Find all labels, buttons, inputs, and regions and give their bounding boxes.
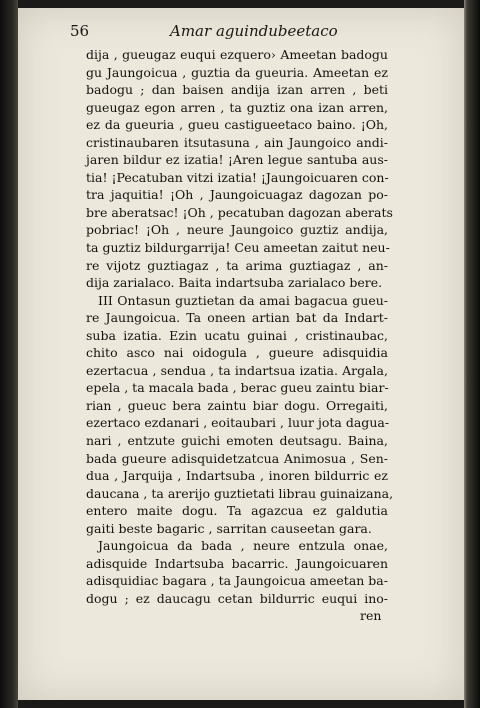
text-line: suba izatia. Ezin ucatu guinai , cristinaubac, bbox=[86, 327, 388, 343]
section-start-line: III Ontasun guztietan da amai bagacua gueu- bbox=[98, 292, 388, 308]
text-line: cristinaubaren itsutasuna , ain Jaungoico andi- bbox=[86, 134, 388, 150]
text-line: ta guztiz bildurgarrija! Ceu ameetan zaitut neu- bbox=[86, 240, 390, 256]
text-line: jaren bildur ez izatia! ¡Aren legue santuba aus- bbox=[86, 152, 388, 168]
text-line: tia! ¡Pecatuban vitzi izatia! ¡Jaungoicuaren con- bbox=[86, 169, 389, 185]
text-line: dija zarialaco. Baita indartsuba zarialaco bere. bbox=[86, 275, 383, 291]
text-line: adisquide Indartsuba bacarric. Jaungoicuaren bbox=[86, 555, 388, 571]
text-line: pobriac! ¡Oh , neure Jaungoico guztiz andija, bbox=[86, 222, 388, 238]
text-line: re Jaungoicua. Ta oneen artian bat da Indart- bbox=[86, 310, 388, 326]
text-line: dogu ; ez daucagu cetan bildurric euqui ino- bbox=[86, 590, 388, 606]
text-line: ezertacua , sendua , ta indartsua izatia. Argala, bbox=[86, 362, 388, 378]
text-line: chito asco nai oidogula , gueure adisquidia bbox=[86, 345, 388, 361]
text-line: dua , Jarquija , Indartsuba , inoren bildurric ez bbox=[86, 468, 388, 484]
text-line: daucana , ta arerijo guztietati librau guinaizana, bbox=[86, 485, 394, 501]
text-line: bada gueure adisquidetzatcua Animosua , Sen- bbox=[86, 450, 388, 466]
text-line: ez da gueuria , gueu castigueetaco baino. ¡Oh, bbox=[86, 117, 388, 133]
running-title: Amar aguindubeetaco bbox=[170, 22, 338, 40]
text-line: gaiti beste bagaric , sarritan causeetan gara. bbox=[86, 520, 372, 536]
text-line: entero maite dogu. Ta agazcua ez galdutia bbox=[86, 503, 388, 519]
text-line: ezertaco ezdanari , eoitaubari , luur jota dagua- bbox=[86, 415, 390, 431]
body-text bbox=[86, 46, 394, 608]
text-line: rian , gueuc bera zaintu biar dogu. Orregaiti, bbox=[86, 397, 388, 413]
book-edge bbox=[464, 0, 480, 708]
paragraph-start-line: Jaungoicua da bada , neure entzula onae, bbox=[98, 538, 388, 554]
text-line: gueugaz egon arren , ta guztiz ona izan arren, bbox=[86, 99, 388, 115]
text-line: re vijotz guztiagaz , ta arima guztiagaz , an- bbox=[86, 257, 388, 273]
text-line: adisquidiac bagara , ta Jaungoicua ameetan ba- bbox=[86, 573, 388, 589]
text-line: dija , gueugaz euqui ezquero› Ameetan badogu bbox=[86, 47, 388, 62]
text-line: bre aberatsac! ¡Oh , pecatuban dagozan aberats bbox=[86, 204, 393, 220]
book-gutter bbox=[0, 0, 18, 708]
text-line: epela , ta macala bada , berac gueu zaintu biar- bbox=[86, 380, 389, 396]
text-line: nari , entzute guichi emoten deutsagu. Baina, bbox=[86, 433, 388, 449]
page-number: 56 bbox=[70, 22, 90, 40]
catchword: ren bbox=[360, 608, 382, 623]
text-line: tra jaquitia! ¡Oh , Jaungoicuagaz dagozan po- bbox=[86, 187, 388, 203]
text-line: gu Jaungoicua , guztia da gueuria. Ameetan ez bbox=[86, 64, 388, 80]
text-line: badogu ; dan baisen andija izan arren , beti bbox=[86, 82, 388, 98]
page-header bbox=[70, 22, 400, 42]
